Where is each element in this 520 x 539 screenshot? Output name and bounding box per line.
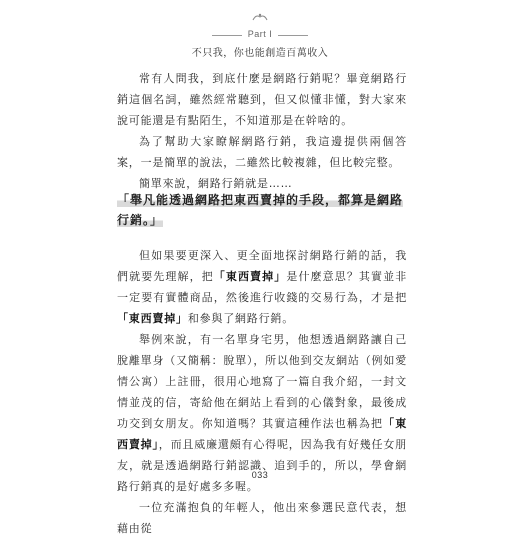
paragraph: 簡單來說，網路行銷就是…… bbox=[139, 177, 293, 190]
emphasis-term: 「東西賣掉」 bbox=[117, 312, 188, 325]
page-number: 033 bbox=[251, 470, 269, 480]
paragraph: 為了幫助大家瞭解網路行銷，我這邊提供兩個答案，一是簡單的說法，二雖然比較複雜，但比較完整。 bbox=[117, 135, 407, 169]
text-span: 和參與了網路行銷。 bbox=[187, 312, 295, 325]
page-header bbox=[0, 12, 520, 59]
intro-text-block bbox=[117, 68, 407, 194]
text-span: ，而且威廉還頗有心得呢，因為我有好幾任女朋友，就是透過網路行銷認識、追到手的，所以，學會網路行銷真的是好處多多喔。 bbox=[117, 438, 407, 493]
text-span: 舉例來說，有一名單身宅男，他想透過網路讓自己脫離單身（又簡稱：脫單），所以他到交友網站（例如愛情公寓）上註冊，很用心地寫了一篇自我介紹，一封文情並茂的信，寄給他在網站上看到的心儀對象，最後成功交到女朋友。你知道嗎？其實這種作法也稱為把 bbox=[117, 333, 407, 430]
chapter-subtitle: 不只我，你也能創造百萬收入 bbox=[191, 48, 329, 59]
highlight-callout bbox=[117, 190, 409, 230]
emphasis-term: 「東西賣掉」 bbox=[213, 270, 287, 283]
paragraph: 常有人問我，到底什麼是網路行銷呢？畢竟網路行銷這個名詞，雖然經常聽到，但又似懂非懂，對大家來說可能還是有點陌生，不知道那是在幹啥的。 bbox=[117, 72, 407, 127]
paragraph: 一位充滿抱負的年輕人，他出來參選民意代表，想藉由從 bbox=[117, 501, 407, 535]
callout-text: 「舉凡能透過網路把東西賣掉的手段，都算是網路行銷。」 bbox=[117, 193, 404, 227]
emphasis-term: 「東西賣掉」 bbox=[117, 417, 407, 451]
paragraph bbox=[117, 245, 407, 329]
text-span: 但如果要更深入、更全面地探討網路行銷的話，我們就要先理解，把 bbox=[117, 249, 407, 283]
explanation-text-block bbox=[117, 245, 407, 539]
ornament-icon bbox=[250, 12, 270, 22]
text-span: 是什麼意思？其實並非一定要有實體商品，然後進行收錢的交易行為，才是把 bbox=[117, 270, 407, 304]
part-label: Part I bbox=[247, 29, 273, 39]
